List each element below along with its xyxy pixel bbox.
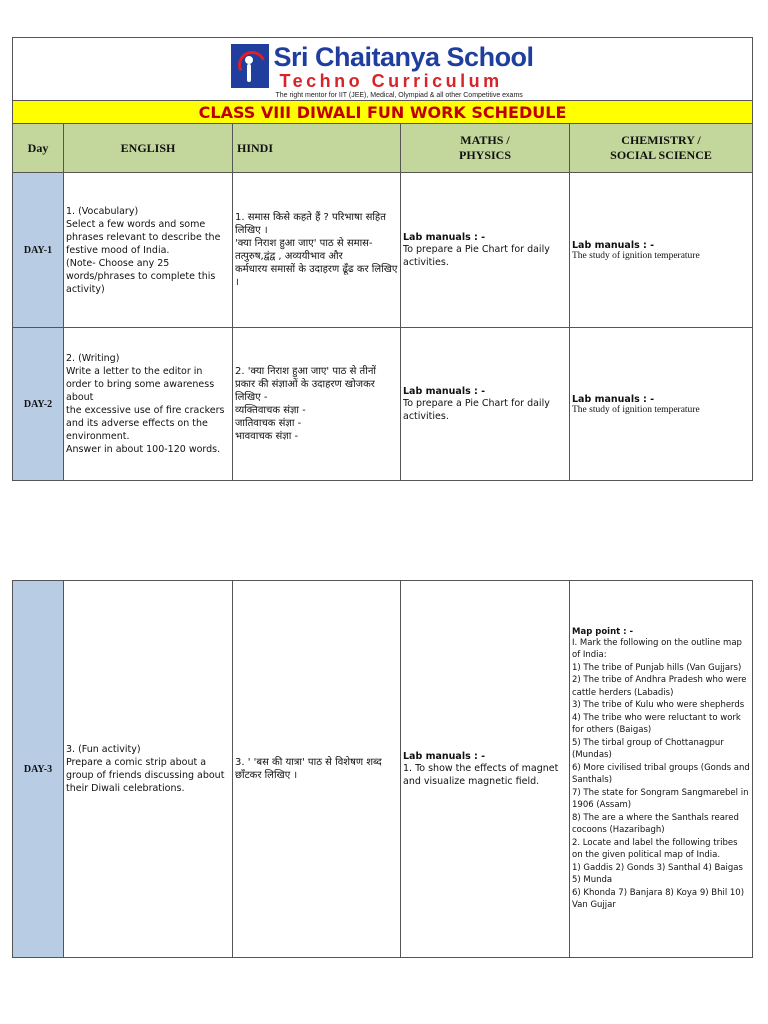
logo-row — [13, 38, 753, 101]
col-header-english: ENGLISH — [64, 124, 233, 173]
school-logo — [231, 43, 533, 100]
maths-task-heading: Lab manuals : - — [403, 231, 486, 243]
chemistry-task — [570, 173, 753, 328]
col-header-chemistry: CHEMISTRY / SOCIAL SCIENCE — [570, 124, 753, 173]
schedule-table-top — [12, 37, 753, 481]
chemistry-task — [570, 328, 753, 481]
table-row-day-2 — [13, 328, 753, 481]
title-row — [13, 101, 753, 124]
hindi-task: 3. ' 'बस की यात्रा' पाठ से विशेषण शब्द छाँटकर लिखिए । — [233, 581, 401, 958]
social-science-task — [570, 581, 753, 958]
maths-task-body: 1. To show the effects of magnet and visualize magnetic field. — [403, 762, 559, 787]
chemistry-task-body: The study of ignition temperature — [572, 404, 700, 415]
english-task: 3. (Fun activity) Prepare a comic strip about a group of friends discussing about their Diwali celebrations. — [64, 581, 233, 958]
logo-cell — [13, 38, 753, 101]
table-row-day-1 — [13, 173, 753, 328]
maths-task-heading: Lab manuals : - — [403, 750, 486, 762]
brand-name: Sri Chaitanya School — [273, 41, 534, 72]
day-label: DAY-1 — [13, 173, 64, 328]
maths-task — [401, 328, 570, 481]
column-header-row — [13, 124, 753, 173]
schedule-table-bottom — [12, 580, 753, 958]
maths-task — [401, 173, 570, 328]
chemistry-task-heading: Lab manuals : - — [572, 393, 655, 405]
day-label: DAY-3 — [13, 581, 64, 958]
english-task: 2. (Writing) Write a letter to the editor in order to bring some awareness about the excessive use of fire crackers and its adverse effects on the environment. Answer in about 100-120 words. — [64, 328, 233, 481]
col-header-day: Day — [13, 124, 64, 173]
school-emblem-icon — [231, 44, 269, 88]
col-header-maths: MATHS / PHYSICS — [401, 124, 570, 173]
col-header-hindi: HINDI — [233, 124, 401, 173]
table-row-day-3 — [13, 581, 753, 958]
map-point-list: I. Mark the following on the outline map of India: 1) The tribe of Punjab hills (Van Gujjars) 2) The tribe of Andhra Pradesh who were cattle herders (Labadis) 3) The tribe of Kulu who were shepherds 4) The tribe who were reluctant to work for others (Baigas) 5) The tirbal group of Chottanagpur (Mundas) 6) More civilised tribal groups (Gonds and Santhals) 7) The state for Songram Sangmarebel in 1906 (Assam) 8) The are a where the Santhals reared cocoons (Hazaribagh) 2. Locate and label the following tribes on the given political map of India. 1) Gaddis 2) Gonds 3) Santhal 4) Baigas 5) Munda 6) Khonda 7) Banjara 8) Koya 9) Bhil 10) Van Gujjar — [572, 637, 750, 910]
brand-subtitle: Techno Curriculum — [279, 70, 503, 91]
map-point-heading: Map point : - — [572, 626, 634, 637]
brand-tagline: The right mentor for IIT (JEE), Medical, Olympiad & all other Competitive exams — [275, 91, 523, 99]
schedule-title: CLASS VIII DIWALI FUN WORK SCHEDULE — [13, 101, 753, 124]
maths-task-body: To prepare a Pie Chart for daily activities. — [403, 397, 550, 422]
day-label: DAY-2 — [13, 328, 64, 481]
chemistry-task-body: The study of ignition temperature — [572, 250, 700, 261]
maths-task-body: To prepare a Pie Chart for daily activities. — [403, 243, 550, 268]
hindi-task: 2. 'क्या निराश हुआ जाए' पाठ से तीनों प्रकार की संज्ञाओं के उदाहरण खोजकर लिखिए - व्यक्तिवाचक संज्ञा - जातिवाचक संज्ञा - भाववाचक संज्ञा - — [233, 328, 401, 481]
chemistry-task-heading: Lab manuals : - — [572, 239, 655, 251]
maths-task-heading: Lab manuals : - — [403, 385, 486, 397]
maths-task — [401, 581, 570, 958]
hindi-task: 1. समास किसे कहते हैं ? परिभाषा सहित लिखिए । 'क्या निराश हुआ जाए' पाठ से समास-तत्पुरुष,द्वंद्व , अव्ययीभाव और कर्मधारय समासों के उदाहरण ढूँढ कर लिखिए । — [233, 173, 401, 328]
english-task: 1. (Vocabulary) Select a few words and some phrases relevant to describe the festive mood of India. (Note- Choose any 25 words/phrases to complete this activity) — [64, 173, 233, 328]
